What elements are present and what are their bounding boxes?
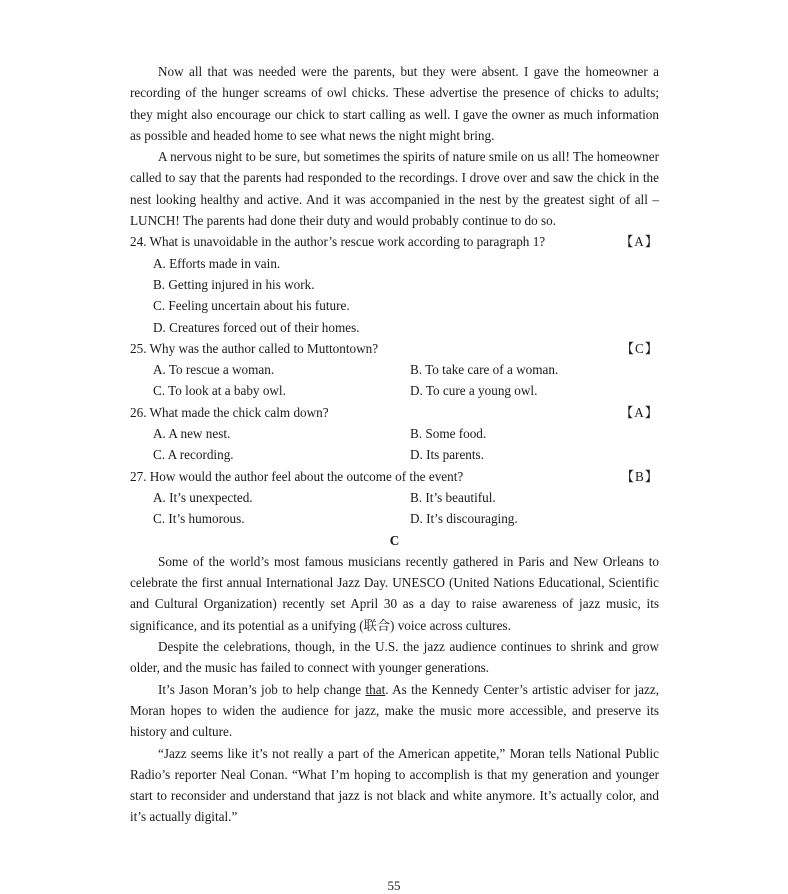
question-27-stem: 27. How would the author feel about the outcome of the event? (130, 468, 464, 484)
question-24-option-b (130, 274, 659, 295)
question-26-answer: 【A】 (620, 404, 659, 420)
question-24-option-d (130, 317, 659, 338)
question-26 (130, 402, 659, 423)
option-text: C. It’s humorous. (153, 511, 245, 527)
option-text: D. Creatures forced out of their homes. (153, 319, 360, 335)
section-c-heading: C (389, 532, 400, 548)
option-text: A. To rescue a woman. (153, 362, 275, 378)
option-text: C. A recording. (153, 447, 234, 463)
question-26-stem: 26. What made the chick calm down? (130, 404, 329, 420)
question-25-stem: 25. Why was the author called to Muttontown? (130, 340, 379, 356)
passage-b-paragraph-2: A nervous night to be sure, but sometimes the spirits of nature smile on us all! The homeowner called to say that the parents had responded to the recordings. I drove over and saw the chick in the nest looking healthy and active. And it was accompanied in the nest by the greatest sight of all – LUNCH! The parents had done their duty and would probably continue to do so. (130, 149, 659, 229)
question-27-options-row-1 (130, 487, 659, 508)
question-27-options-row-2 (130, 508, 659, 529)
question-26-options-row-1 (130, 423, 659, 444)
underlined-word: that (365, 681, 386, 697)
question-26-options-row-2 (130, 444, 659, 465)
option-text: B. To take care of a woman. (410, 362, 559, 378)
section-c-paragraph-4: “Jazz seems like it’s not really a part of the American appetite,” Moran tells National Public Radio’s reporter Neal Conan. “What I’m hoping to accomplish is that my generation and younger start to reconsider and understand that jazz is not black and white anymore. It’s actually color, and it’s actually digital.” (130, 745, 659, 825)
paragraph-text: It’s Jason Moran’s job to help change (158, 681, 366, 697)
document-page (130, 61, 659, 828)
option-text: B. It’s beautiful. (410, 489, 496, 505)
option-text: A. Efforts made in vain. (153, 255, 281, 271)
question-27-answer: 【B】 (620, 468, 659, 484)
question-24-stem: 24. What is unavoidable in the author’s rescue work according to paragraph 1? (130, 234, 546, 250)
question-25 (130, 338, 659, 359)
section-c-paragraph-2: Despite the celebrations, though, in the U.S. the jazz audience continues to shrink and grow older, and the music has failed to connect with younger generations. (130, 639, 659, 676)
option-text: B. Some food. (410, 426, 487, 442)
question-25-options-row-1 (130, 359, 659, 380)
section-c-paragraph-1: Some of the world’s most famous musicians recently gathered in Paris and New Orleans to celebrate the first annual International Jazz Day. UNESCO (United Nations Educational, Scientific and Cultural Organization) recently set April 30 as a day to raise awareness of jazz music, its significance, and its potential as a unifying (联合) voice across cultures. (130, 553, 659, 633)
question-24 (130, 231, 659, 252)
question-24-option-c (130, 295, 659, 316)
paragraph-text: . As the Kennedy Center’s artistic adviser for jazz, Moran hopes to widen the audience for jazz, make the music more accessible, and preserve its history and culture. (130, 681, 659, 740)
option-text: D. Its parents. (410, 447, 484, 463)
page-number: 55 (387, 878, 401, 893)
question-24-option-a (130, 253, 659, 274)
question-24-answer: 【A】 (620, 234, 659, 250)
option-text: C. To look at a baby owl. (153, 383, 286, 399)
option-text: A. A new nest. (153, 426, 231, 442)
passage-b-paragraph-1: Now all that was needed were the parents, but they were absent. I gave the homeowner a recording of the hunger screams of owl chicks. These advertise the presence of chicks to adults; they might also encourage our chick to start calling as well. I gave the owner as much information as possible and headed home to see what news the night might bring. (130, 64, 659, 143)
option-text: D. It’s discouraging. (410, 511, 518, 527)
option-text: C. Feeling uncertain about his future. (153, 298, 350, 314)
question-25-options-row-2 (130, 380, 659, 401)
section-c-paragraph-3 (130, 679, 659, 743)
option-text: A. It’s unexpected. (153, 489, 253, 505)
option-text: D. To cure a young owl. (410, 383, 538, 399)
question-25-answer: 【C】 (620, 340, 659, 356)
option-text: B. Getting injured in his work. (153, 276, 315, 292)
question-27 (130, 466, 659, 487)
